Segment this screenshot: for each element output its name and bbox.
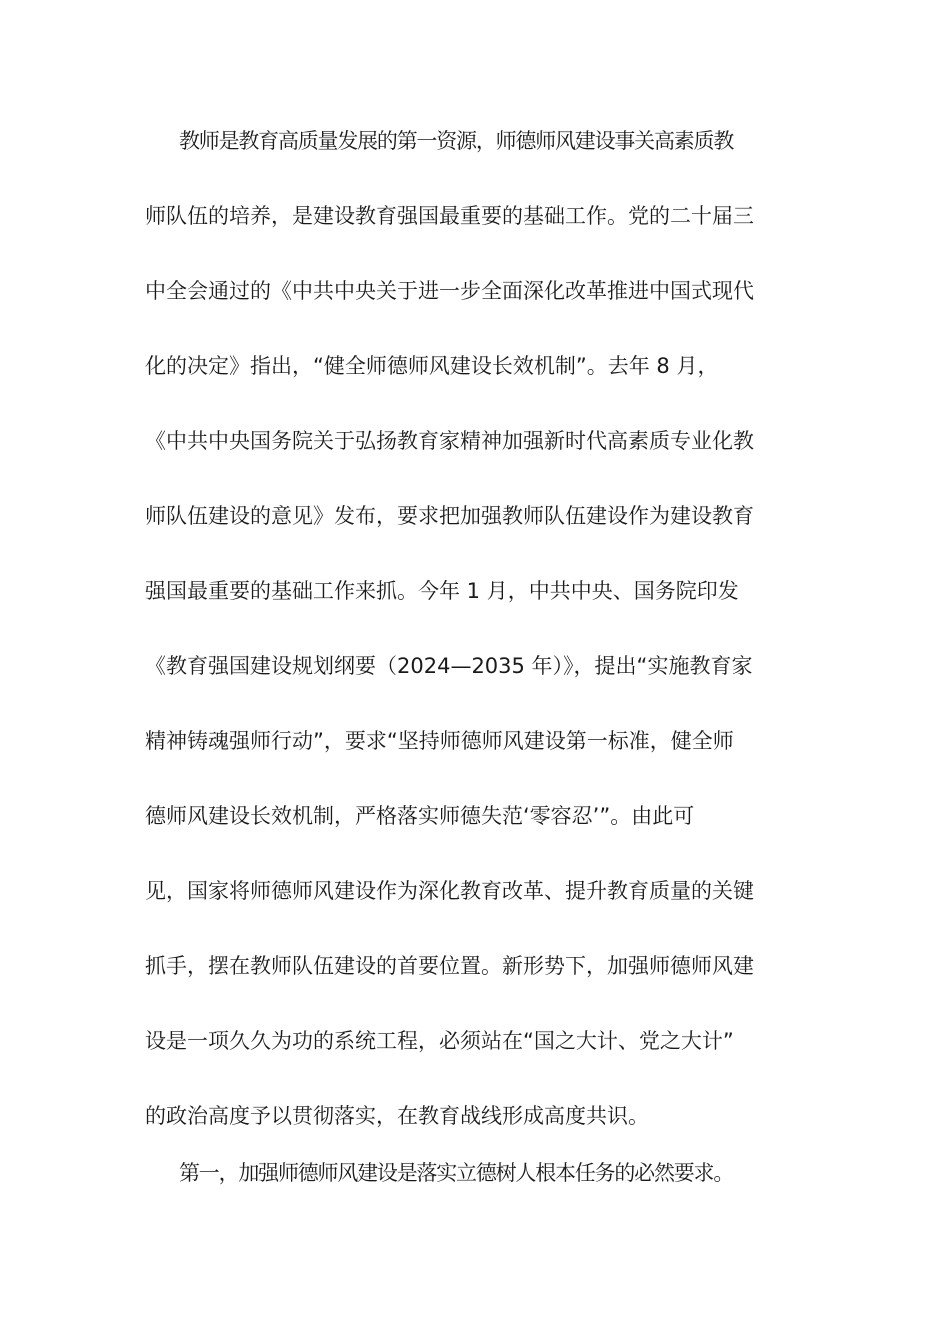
text-line: 第一，加强师德师风建设是落实立德树人根本任务的必然要求。 [179,1161,734,1185]
text-line: 化的决定》指出，“健全师德师风建设长效机制”。去年 8 月， [145,354,719,378]
text-line: 设是一项久久为功的系统工程，必须站在“国之大计、党之大计” [145,1029,734,1053]
text-line: 强国最重要的基础工作来抓。今年 1 月，中共中央、国务院印发 [145,579,739,603]
text-line: 中全会通过的《中共中央关于进一步全面深化改革推进中国式现代 [145,279,754,303]
text-line: 见，国家将师德师风建设作为深化教育改革、提升教育质量的关键 [145,879,754,903]
text-line: 德师风建设长效机制，严格落实师德失范‘零容忍’”。由此可 [145,804,695,828]
text-line: 抓手，摆在教师队伍建设的首要位置。新形势下，加强师德师风建 [145,954,754,978]
text-line: 精神铸魂强师行动”，要求“坚持师德师风建设第一标准，健全师 [145,729,734,753]
text-line: 的政治高度予以贯彻落实，在教育战线形成高度共识。 [145,1104,649,1128]
text-line: 师队伍的培养，是建设教育强国最重要的基础工作。党的二十届三 [145,204,754,228]
text-line: 教师是教育高质量发展的第一资源，师德师风建设事关高素质教 [179,129,734,153]
text-line: 《教育强国建设规划纲要（2024—2035 年）》，提出“实施教育家 [145,654,753,678]
text-line: 师队伍建设的意见》发布，要求把加强教师队伍建设作为建设教育 [145,504,754,528]
text-line: 《中共中央国务院关于弘扬教育家精神加强新时代高素质专业化教 [145,429,754,453]
